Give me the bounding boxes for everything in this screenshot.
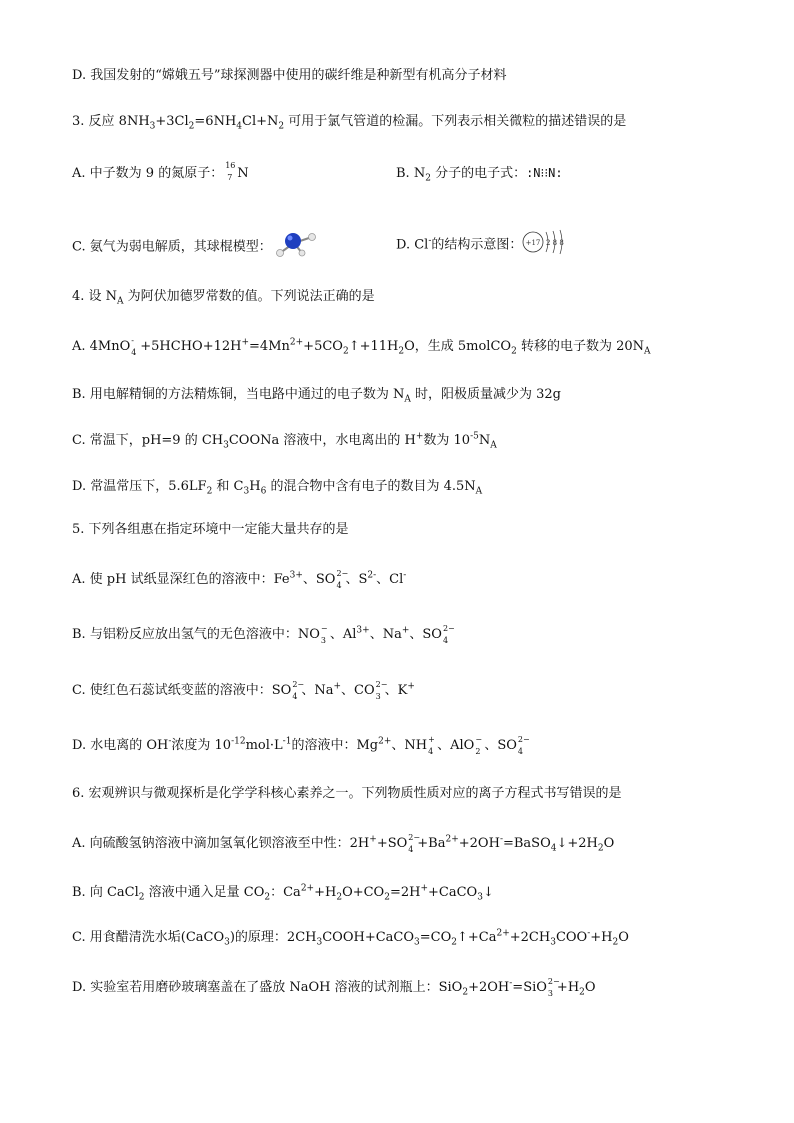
q3-option-c (72, 229, 320, 265)
q4a-part: O，生成 5molCO (404, 339, 512, 354)
q6a-sup: - (499, 834, 503, 845)
q3-option-a (72, 161, 249, 183)
q4a-sub: A (644, 346, 651, 357)
q5b-sup: + (401, 625, 410, 636)
q5c-part: 、Na (301, 683, 334, 698)
ion-dn: 4 (428, 747, 434, 756)
q4a-sub: 2 (398, 346, 405, 357)
q4d-part: 和 C (212, 479, 244, 494)
q5-option-a (72, 571, 406, 589)
q5b-part: B. 与铝粉反应放出氢气的无色溶液中：NO (72, 627, 320, 642)
q6c-part: ↑+Ca (457, 930, 497, 945)
q5d-sup: - (168, 736, 172, 747)
q6c-part: =CO (419, 930, 452, 945)
q5-option-c (72, 682, 415, 700)
ion-charge (375, 680, 388, 701)
ion-dn: 4 (131, 348, 137, 357)
shell-electrons: 2 8 8 (546, 239, 565, 247)
q5d-sup: -12 (231, 736, 246, 747)
q6b-part: +H (314, 885, 337, 900)
q5-stem (72, 521, 349, 539)
q6b-part: ↓ (482, 885, 494, 900)
q4a-part: +5HCHO+12H (140, 339, 242, 354)
q5b-sup: 3+ (356, 625, 370, 636)
q5b-part: 、SO (409, 627, 442, 642)
ball-stick-model (272, 229, 320, 265)
q5-stem-text: 5. 下列各组惠在指定环境中一定能大量共存的是 (72, 522, 349, 537)
q4a-sup: 2+ (289, 337, 304, 348)
q4a-part: ↑+11H (348, 339, 399, 354)
q6a-sub: 2 (597, 843, 604, 854)
q5d-part: 的溶液中：Mg (291, 738, 379, 753)
q4d-part: H (249, 479, 261, 494)
q6a-part: A. 向硫酸氢钠溶液中滴加氢氧化钡溶液至中性：2H (72, 836, 370, 851)
ion-charge (427, 735, 437, 756)
ion-up: - (131, 336, 134, 345)
q3-sub: 2 (278, 121, 285, 132)
q5c-sup: + (407, 681, 415, 692)
q5a-sup: 2- (367, 570, 377, 581)
q5d-part: 、AlO (437, 738, 475, 753)
q3-option-d-text: D. Cl (396, 237, 429, 253)
q6c-part: COO (555, 930, 588, 945)
q4b-part: 时，阳极质量减少为 32g (410, 387, 561, 402)
q5a-sup: - (403, 570, 407, 581)
q6a-part: =BaSO (502, 836, 551, 851)
q5a-part: 、SO (302, 572, 336, 587)
q3-stem-part: =6NH (194, 114, 237, 129)
q5d-sup: -1 (282, 736, 292, 747)
ion-up: 2− (292, 680, 305, 689)
q3-option-b (396, 164, 563, 183)
q6d-part: D. 实验室若用磨砂玻璃塞盖在了盛放 NaOH 溶液的试剂瓶上：SiO (72, 980, 463, 995)
q5a-part: 、Cl (376, 572, 404, 587)
q6-stem (72, 785, 622, 803)
q4a-part: A. 4MnO (72, 339, 131, 354)
q4d-sub: 3 (243, 486, 250, 497)
q6d-part: O (584, 980, 596, 995)
q6a-part: +2OH (458, 836, 500, 851)
q6a-part: +SO (376, 836, 408, 851)
q6c-sup: 2+ (496, 928, 510, 939)
q6b-sub: 2 (138, 892, 145, 903)
q6c-sub: 3 (316, 937, 323, 948)
nuclide-symbol (223, 161, 237, 182)
ion-up: 2− (408, 833, 421, 842)
q4d-part: D. 常温常压下，5.6LF (72, 479, 207, 494)
q5d-sup: 2+ (378, 736, 392, 747)
q6a-part: +Ba (417, 836, 446, 851)
q4b-part: B. 用电解精铜的方法精炼铜，当电路中通过的电子数为 N (72, 387, 405, 402)
q3-sub: 2 (425, 173, 431, 184)
q6b-part: 溶液中通入足量 CO (144, 885, 265, 900)
atomic-structure-svg (522, 229, 570, 255)
q5c-sup: + (333, 681, 341, 692)
q3-sub: 2 (188, 121, 195, 132)
q6c-part: +H (590, 930, 613, 945)
q5a-sup: 3+ (289, 570, 303, 581)
q3-sub: 3 (149, 121, 156, 132)
ion-charge (130, 336, 140, 357)
q6-option-a (72, 835, 614, 853)
q5-option-d (72, 735, 530, 756)
q6b-part: ：Ca (270, 885, 301, 900)
q4c-sup: -5 (470, 431, 479, 442)
q4b-sub: A (404, 394, 411, 405)
q6b-sub: 2 (384, 892, 390, 903)
ion-up: − (320, 624, 328, 633)
q6a-part: O (603, 836, 615, 851)
q6c-part: +2CH (509, 930, 551, 945)
q3-stem-part: 可用于氯气管道的检漏。下列表示相关微粒的描述错误的是 (284, 114, 627, 129)
q6c-sub: 2 (451, 937, 457, 948)
q5b-part: 、Al (329, 627, 357, 642)
q6c-sub: 3 (550, 937, 556, 948)
q3-option-d (396, 229, 570, 261)
q6b-sub: 3 (477, 892, 483, 903)
q4-stem-part: 为阿伏加德罗常数的值。下列说法正确的是 (123, 289, 375, 304)
q4c-part: 数为 10 (423, 433, 471, 448)
ion-dn: 2 (475, 747, 481, 756)
ion-dn: 4 (408, 845, 414, 854)
q6c-sub: 2 (612, 937, 619, 948)
q6b-sup: + (420, 883, 429, 894)
q4d-sub: 2 (206, 486, 213, 497)
ion-dn: 4 (442, 636, 449, 645)
q6c-part: COOH+CaCO (322, 930, 415, 945)
q6b-sup: 2+ (300, 883, 315, 894)
ion-up: 2− (336, 569, 349, 578)
q4-stem (72, 288, 375, 306)
q4a-part: 转移的电子数为 20N (516, 339, 644, 354)
ion-charge (320, 624, 330, 645)
q4-option-a (72, 338, 651, 356)
q6c-part: C. 用食醋清洗水垢(CaCO (72, 930, 225, 945)
q4-option-b (72, 386, 561, 404)
q5b-part: 、Na (369, 627, 402, 642)
q2-option-d-text: D. 我国发射的“嫦娥五号”球探测器中使用的碳纤维是种新型有机高分子材料 (72, 68, 507, 83)
ion-dn: 4 (336, 581, 342, 590)
q4c-part: COONa 溶液中，水电离出的 H (228, 433, 416, 448)
q4a-part: +5CO (303, 339, 343, 354)
ion-charge (407, 833, 421, 854)
q5-option-b (72, 624, 455, 645)
ion-dn: 3 (320, 636, 326, 645)
q4-stem-part: 4. 设 N (72, 289, 118, 304)
q6a-sub: 4 (550, 843, 557, 854)
atomic-structure-diagram (522, 229, 570, 261)
q6a-part: ↓+2H (556, 836, 598, 851)
q6-stem-text: 6. 宏观辨识与微观探析是化学学科核心素养之一。下列物质性质对应的离子方程式书写错误的是 (72, 786, 622, 801)
q6b-sub: 2 (264, 892, 271, 903)
q4c-sub: A (490, 440, 497, 451)
q3-option-b-text: B. N (396, 166, 426, 181)
ion-charge (474, 735, 484, 756)
q6a-sup: + (369, 834, 377, 845)
q6d-sup: - (509, 978, 513, 989)
q3-stem (72, 113, 626, 131)
ion-dn: 3 (375, 692, 381, 701)
q6a-sup: 2+ (445, 834, 459, 845)
q6c-sub: 3 (414, 937, 420, 948)
q4c-part: C. 常温下，pH=9 的 CH (72, 433, 224, 448)
nuclide-element: N (237, 166, 249, 181)
ion-up: − (475, 735, 483, 744)
electron-formula: :N⁝⁝N: (526, 166, 563, 180)
nucleus-label: +17 (526, 239, 541, 247)
q4a-sub: 2 (342, 346, 349, 357)
ion-charge (335, 569, 349, 590)
ball-stick-model-svg (272, 229, 320, 259)
q4a-sup: + (241, 337, 250, 348)
q6b-part: =2H (389, 885, 421, 900)
q5d-part: 、NH (391, 738, 428, 753)
ion-up: 2− (375, 680, 388, 689)
ion-up: + (428, 735, 435, 744)
ion-dn: 4 (517, 747, 523, 756)
ion-up: 2− (547, 977, 560, 986)
q6d-part: =SiO (512, 980, 547, 995)
ion-up: 2− (442, 624, 455, 633)
q3-sub: 4 (236, 121, 243, 132)
q3-option-c-text: C. 氨气为弱电解质，其球棍模型： (72, 239, 272, 255)
q4d-sub: 6 (260, 486, 267, 497)
q3-stem-part: +3Cl (155, 114, 189, 129)
q4-option-c (72, 432, 497, 450)
q3-option-d-charge: - (428, 236, 432, 247)
q3-stem-part: Cl+N (242, 114, 279, 129)
q6d-sub: 2 (579, 987, 585, 998)
q5d-part: 、SO (484, 738, 517, 753)
q4c-sup: + (415, 431, 424, 442)
q4d-part: 的混合物中含有电子的数目为 4.5N (266, 479, 476, 494)
ion-charge (442, 624, 455, 645)
q5c-part: 、K (384, 683, 408, 698)
nuclide-mass: 16 (225, 161, 236, 170)
q6b-sub: 2 (336, 892, 343, 903)
q6d-sub: 2 (462, 987, 469, 998)
q6-option-c (72, 929, 629, 947)
q4c-part: N (478, 433, 491, 448)
q4d-sub: A (475, 486, 483, 497)
ion-dn: 4 (292, 692, 298, 701)
q6d-part: +H (556, 980, 580, 995)
ion-charge (517, 735, 530, 756)
q3-option-a-text: A. 中子数为 9 的氮原子： (72, 166, 224, 181)
q5d-part: D. 水电离的 OH (72, 738, 169, 753)
q4c-sub: 3 (223, 440, 229, 451)
q5d-part: 浓度为 10 (171, 738, 232, 753)
q6c-part: )的原理：2CH (229, 930, 317, 945)
q5c-part: 、CO (341, 683, 375, 698)
q6b-part: +CaCO (428, 885, 478, 900)
ion-up: 2− (517, 735, 530, 744)
q6b-part: O+CO (342, 885, 385, 900)
q5a-part: 、S (345, 572, 368, 587)
q6c-sub: 3 (224, 937, 230, 948)
q4-sub: A (117, 296, 124, 307)
ion-dn: 3 (547, 989, 554, 998)
q3-option-d-text: 的结构示意图： (431, 237, 523, 253)
ion-charge (547, 977, 560, 998)
nuclide-number: 7 (227, 173, 233, 182)
q6c-part: O (618, 930, 629, 945)
q6b-part: B. 向 CaCl (72, 885, 139, 900)
q5a-part: A. 使 pH 试纸显深红色的溶液中：Fe (72, 572, 290, 587)
q6d-part: +2OH (468, 980, 510, 995)
q6-option-b (72, 884, 494, 902)
q3-stem-part: 3. 反应 8NH (72, 114, 150, 129)
q6c-sup: - (587, 928, 591, 939)
q5c-part: C. 使红色石蕊试纸变蓝的溶液中：SO (72, 683, 292, 698)
q2-option-d (72, 67, 507, 85)
q6-option-d (72, 979, 596, 997)
q4-option-d (72, 478, 482, 496)
q4a-part: =4Mn (249, 339, 290, 354)
ion-charge (291, 680, 305, 701)
q3-option-b-text: 分子的电子式： (430, 166, 527, 181)
q5d-part: mol·L (245, 738, 283, 753)
q4a-sub: 2 (511, 346, 517, 357)
